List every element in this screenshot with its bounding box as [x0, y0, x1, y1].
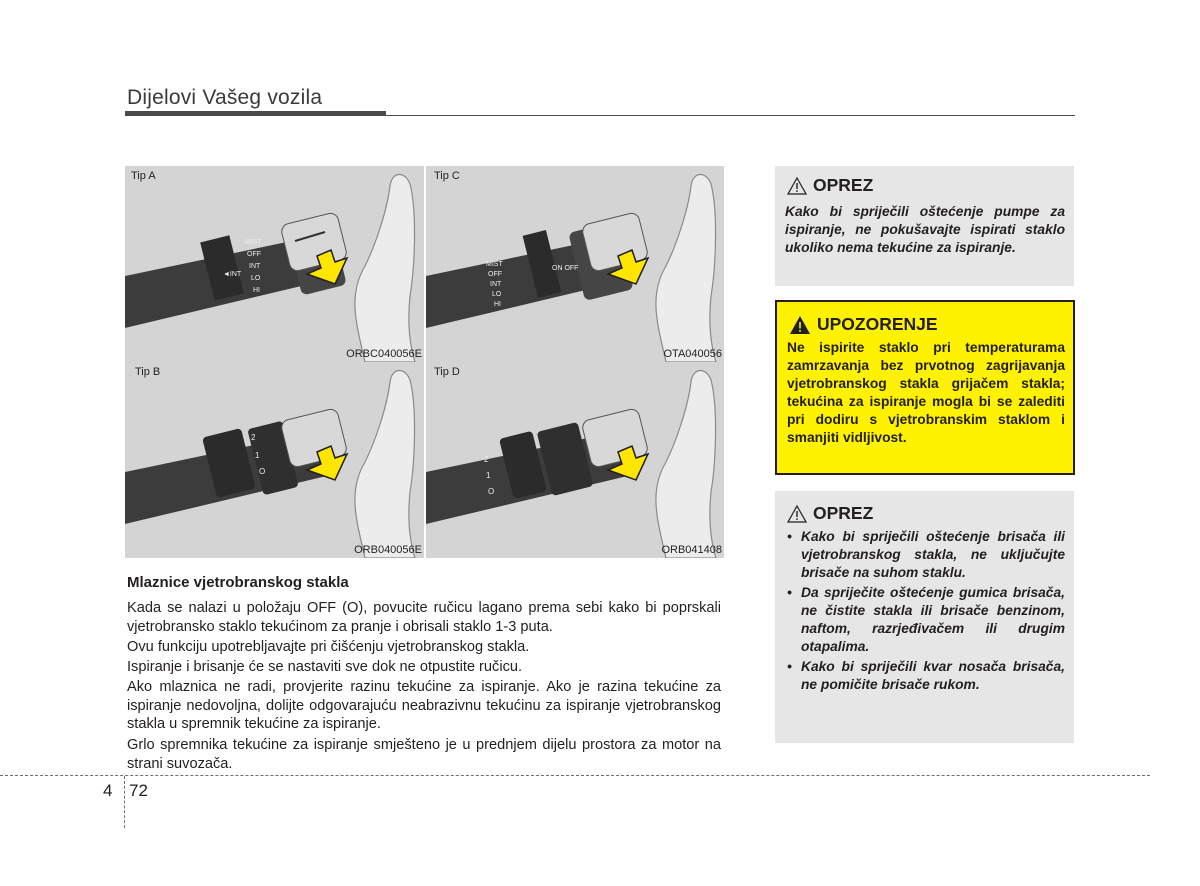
list-item-text: Da spriječite oštećenje gumica brisača, ne čistite stakla ili brisače benzinom, naftom, razrjeđivačem ili drugim otapalima.	[801, 585, 1065, 654]
stalk-pos-label: 2	[484, 455, 489, 464]
figure-tip-d	[426, 362, 724, 558]
stalk-pos-label: OFF	[488, 271, 502, 278]
caution-list	[787, 528, 1065, 696]
stalk-pos-label: HI	[253, 287, 260, 294]
figure-label: Tip D	[434, 366, 460, 378]
footer-divider	[0, 775, 1150, 776]
caution-box	[775, 166, 1074, 286]
caution-title-text: OPREZ	[813, 175, 874, 195]
caution-text: Kako bi spriječili oštećenje pumpe za ispiranje, ne pokušavajte ispirati staklo ukoliko nema tekućine za ispiranje.	[785, 204, 1065, 255]
warning-triangle-icon	[787, 177, 807, 195]
bullet: •	[787, 659, 792, 674]
figure-label: Tip B	[135, 366, 161, 378]
page-header-title: Dijelovi Vašeg vozila	[127, 86, 323, 109]
caution-title	[787, 175, 873, 196]
paragraph: Ovu funkciju upotrebljavajte pri čišćenju vjetrobranskog stakla.	[127, 639, 530, 655]
stalk-pos-label: O	[488, 487, 495, 496]
list-item	[787, 528, 1065, 582]
stalk-pos-label: OFF	[247, 251, 261, 258]
caution-box	[775, 491, 1074, 743]
bullet: •	[787, 529, 792, 544]
header-rule	[125, 111, 386, 116]
stalk-pos-label: LO	[251, 275, 261, 282]
wiper-stalk-illustration	[426, 166, 724, 362]
stalk-pos-label: LO	[492, 291, 502, 298]
warning-triangle-icon	[789, 315, 811, 335]
caution-title	[787, 503, 873, 524]
paragraph: Kada se nalazi u položaju OFF (O), povucite ručicu lagano prema sebi kako bi poprskali vjetrobransko staklo tekućinom za pranje i obrisali staklo 1-3 puta.	[127, 600, 721, 635]
warning-title-text: UPOZORENJE	[817, 314, 938, 334]
stalk-pos-label: 1	[255, 451, 260, 460]
figure-tip-c	[426, 166, 724, 362]
stalk-pos-label: INT	[490, 281, 502, 288]
stalk-pos-label: MIST	[486, 261, 503, 268]
chapter-number: 4	[103, 781, 113, 800]
warning-triangle-icon	[787, 505, 807, 523]
section-heading: Mlaznice vjetrobranskog stakla	[127, 574, 349, 591]
wiper-stalk-illustration	[125, 362, 424, 558]
warning-title	[789, 314, 938, 335]
figure-code: ORB040056E	[354, 544, 422, 556]
wiper-stalk-illustration	[426, 362, 724, 558]
stalk-ring-label: ◄INT	[223, 271, 242, 278]
figure-code: ORB041408	[661, 544, 722, 556]
list-item	[787, 584, 1065, 656]
footer-divider-vertical	[124, 776, 125, 828]
figure-tip-a	[125, 166, 424, 362]
figure-label: Tip A	[131, 170, 156, 182]
stalk-pos-label: 2	[251, 433, 256, 442]
paragraph: Ako mlaznica ne radi, provjerite razinu tekućine za ispiranje. Ako je razina tekućine za ispiranje nedovoljna, dolijte odgovarajuću neabrazivnu tekućinu za ispiranje vjetrobranskog stakla u spremnik tekućine za ispiranje.	[127, 679, 721, 732]
page-number: 72	[129, 781, 148, 800]
bullet: •	[787, 585, 792, 600]
paragraph: Ispiranje i brisanje će se nastaviti sve dok ne otpustite ručicu.	[127, 659, 523, 675]
paragraph: Grlo spremnika tekućine za ispiranje smješteno je u prednjem dijelu prostora za motor na strani suvozača.	[127, 737, 721, 772]
list-item-text: Kako bi spriječili kvar nosača brisača, ne pomičite brisače rukom.	[801, 659, 1065, 692]
stalk-pos-label: HI	[494, 301, 501, 308]
figure-tip-b	[125, 362, 424, 558]
stalk-ring-label: ON OFF	[552, 265, 579, 272]
wiper-stalk-illustration	[125, 166, 424, 362]
stalk-pos-label: INT	[249, 263, 261, 270]
list-item-text: Kako bi spriječili oštećenje brisača ili vjetrobranskog stakla, ne uključujte brisače na suhom staklu.	[801, 529, 1065, 580]
stalk-pos-label: MIST	[245, 239, 262, 246]
header-rule-thin	[386, 115, 1075, 116]
list-item	[787, 658, 1065, 694]
figure-code: ORBC040056E	[346, 348, 422, 360]
warning-box	[775, 300, 1075, 475]
stalk-pos-label: O	[259, 467, 266, 476]
caution-title-text: OPREZ	[813, 503, 874, 523]
stalk-pos-label: 1	[486, 471, 491, 480]
figure-code: OTA040056	[663, 348, 722, 360]
warning-text: Ne ispirite staklo pri temperaturama zamrzavanja bez prvotnog zagrijavanja vjetrobranskog stakla grijačem stakla; tekućina za ispiranje mogla bi se zalediti pri dodiru s vjetrobranskim staklom i smanjiti vidljivost.	[787, 340, 1065, 445]
figure-label: Tip C	[434, 170, 460, 182]
